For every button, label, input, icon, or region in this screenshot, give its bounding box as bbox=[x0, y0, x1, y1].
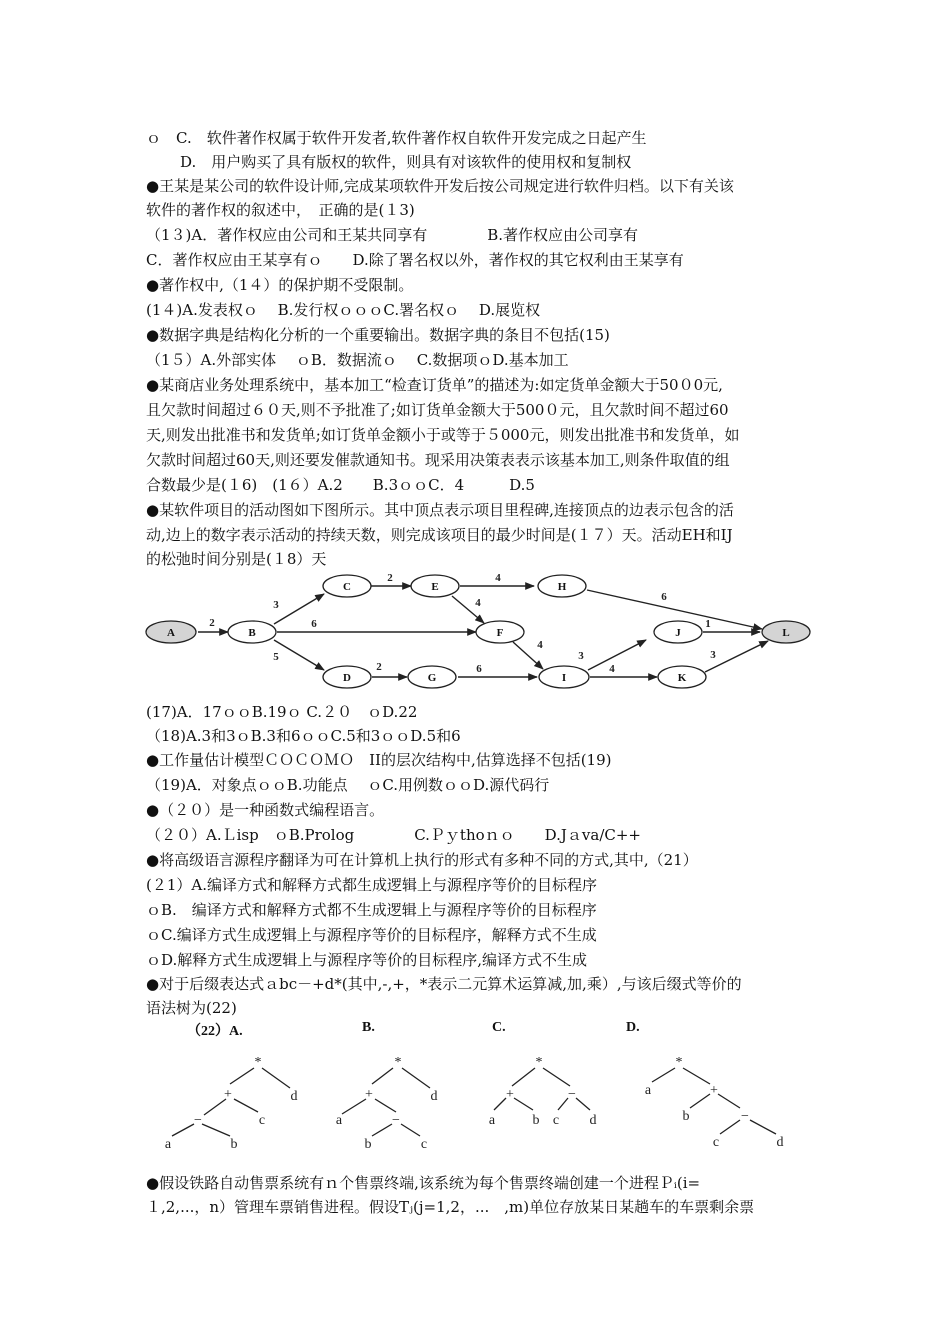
tree-a-b: b bbox=[230, 1137, 238, 1152]
tree-b-times: * bbox=[394, 1055, 402, 1070]
question-16-stem-2: 且欠款时间超过６０天,则不予批准了;如订货单金额大于500０元，且欠款时间不超过60 bbox=[146, 401, 729, 419]
tree-a-minus: − bbox=[194, 1113, 202, 1128]
question-20-options: （２０）A.Ｌisp ｏB.Prolog C.Ｐｙthoｎｏ D.Jａva/C++ bbox=[146, 826, 642, 844]
node-a: A bbox=[167, 627, 175, 639]
question-19-options: （19)A．对象点ｏｏB.功能点 ｏC.用例数ｏｏD.源代码行 bbox=[146, 776, 550, 794]
tree-a-c: c bbox=[258, 1113, 266, 1128]
edge-weight-eh: 4 bbox=[495, 572, 501, 584]
tree-d-a: a bbox=[644, 1083, 652, 1098]
edge-weight-ce: 2 bbox=[387, 572, 393, 584]
question-15-stem: ●数据字典是结构化分析的一个重要输出。数据字典的条目不包括(15) bbox=[146, 326, 610, 344]
question-16-stem: ●某商店业务处理系统中，基本加工“检查订货单”的描述为:如定货单金额大于50０0元, bbox=[146, 376, 723, 394]
question-17-stem: ●某软件项目的活动图如下图所示。其中顶点表示项目里程碑,连接顶点的边表示包含的活 bbox=[146, 501, 734, 519]
tree-b-a: a bbox=[335, 1113, 343, 1128]
tree-label-c: C. bbox=[492, 1020, 506, 1035]
edge-weight-dg: 2 bbox=[376, 661, 382, 673]
activity-graph bbox=[140, 568, 820, 696]
node-l: L bbox=[782, 627, 790, 639]
question-15-options: （1５）A.外部实体 ｏB．数据流ｏ C.数据项ｏD.基本加工 bbox=[146, 351, 569, 369]
edge-weight-ij: 3 bbox=[578, 650, 584, 662]
node-d: D bbox=[343, 672, 351, 684]
question-13-options-ab: （1３)A．著作权应由公司和王某共同享有 B.著作权应由公司享有 bbox=[146, 226, 639, 244]
tree-d-d: d bbox=[776, 1135, 784, 1150]
text-line-d: D. 用户购买了具有版权的软件，则具有对该软件的使用权和复制权 bbox=[180, 153, 632, 171]
tree-b-b: b bbox=[364, 1137, 372, 1152]
question-19-stem: ●工作量估计模型ＣＯＣＯＭＯ II的层次结构中,估算选择不包括(19) bbox=[146, 751, 612, 769]
edge-weight-ab: 2 bbox=[209, 617, 215, 629]
edge-weight-fi: 4 bbox=[537, 639, 543, 651]
tree-c-times: * bbox=[535, 1055, 543, 1070]
node-k: K bbox=[677, 672, 687, 684]
edge-weight-hl: 6 bbox=[661, 591, 667, 603]
question-20-stem: ●（２０）是一种函数式编程语言。 bbox=[146, 801, 385, 819]
node-c: C bbox=[343, 581, 351, 593]
question-21-option-a: (２1）A.编译方式和解释方式都生成逻辑上与源程序等价的目标程序 bbox=[146, 876, 597, 894]
question-22-stem: ●对于后缀表达式ａbc－+d*(其中,-,+，*表示二元算术运算减,加,乘）,与该后缀式等价的 bbox=[146, 975, 742, 993]
tree-c-a: a bbox=[488, 1113, 496, 1128]
tree-label-d: D. bbox=[626, 1020, 640, 1035]
question-13-stem: ●王某是某公司的软件设计师,完成某项软件开发后按公司规定进行软件归档。以下有关该 bbox=[146, 177, 734, 195]
edge-weight-jl: 1 bbox=[705, 618, 711, 630]
tree-b-d: d bbox=[430, 1089, 438, 1104]
node-e: E bbox=[431, 581, 439, 593]
question-14-options: (1４)A.发表权ｏ B.发行权ｏｏｏC.署名权ｏ D.展览权 bbox=[146, 301, 541, 319]
question-16-stem-3: 天,则发出批准书和发货单;如订货单金额小于或等于５000元，则发出批准书和发货单，如 bbox=[146, 426, 740, 444]
edge-weight-gi: 6 bbox=[476, 663, 482, 675]
question-13-options-cd: C．著作权应由王某享有ｏ D.除了署名权以外，著作权的其它权利由王某享有 bbox=[146, 251, 684, 269]
syntax-trees bbox=[150, 1052, 810, 1152]
tree-a-a: a bbox=[164, 1137, 172, 1152]
question-22-stem-2: 语法树为(22) bbox=[146, 999, 237, 1017]
tree-b-plus: + bbox=[365, 1087, 373, 1102]
question-21-option-c: ｏC.编译方式生成逻辑上与源程序等价的目标程序，解释方式不生成 bbox=[146, 926, 597, 944]
question-17-options: (17)A．17ｏｏB.19ｏ C.２０ ｏD.22 bbox=[146, 703, 418, 721]
tree-a-d: d bbox=[290, 1089, 298, 1104]
question-21-option-b: ｏB. 编译方式和解释方式都不生成逻辑上与源程序等价的目标程序 bbox=[146, 901, 597, 919]
tree-a-plus: + bbox=[224, 1087, 232, 1102]
tree-d-b: b bbox=[682, 1109, 690, 1124]
text-line-c: ｏ C. 软件著作权属于软件开发者,软件著作权自软件开发完成之日起产生 bbox=[146, 129, 647, 147]
tree-c-d: d bbox=[589, 1113, 597, 1128]
question-14-stem: ●著作权中,（1４）的保护期不受限制。 bbox=[146, 276, 414, 294]
question-23-stem-2: １,2,...，n）管理车票销售进程。假设Tⱼ(j=1,2，... ,m)单位存放某日某趟车的车票剩余票 bbox=[146, 1198, 755, 1216]
graph-edge-weights bbox=[209, 572, 716, 675]
tree-d-plus: + bbox=[710, 1083, 718, 1098]
node-f: F bbox=[496, 627, 504, 639]
edge-weight-bd: 5 bbox=[273, 651, 279, 663]
tree-b-minus: − bbox=[392, 1113, 400, 1128]
tree-c-c: c bbox=[552, 1113, 560, 1128]
tree-label-a: （22）A. bbox=[187, 1024, 243, 1039]
node-h: H bbox=[557, 581, 567, 593]
edge-weight-ef: 4 bbox=[475, 597, 481, 609]
node-b: B bbox=[248, 627, 256, 639]
node-i: I bbox=[561, 672, 567, 684]
tree-d-c: c bbox=[712, 1135, 720, 1150]
edge-weight-ik: 4 bbox=[609, 663, 615, 675]
tree-d-times: * bbox=[675, 1055, 683, 1070]
tree-a-times: * bbox=[254, 1055, 262, 1070]
tree-c-b: b bbox=[532, 1113, 540, 1128]
node-j: J bbox=[675, 627, 681, 639]
question-21-stem: ●将高级语言源程序翻译为可在计算机上执行的形式有多种不同的方式,其中,（21） bbox=[146, 851, 698, 869]
question-23-stem: ●假设铁路自动售票系统有ｎ个售票终端,该系统为每个售票终端创建一个进程Ｐᵢ(i= bbox=[146, 1174, 701, 1192]
tree-c-plus: + bbox=[506, 1087, 514, 1102]
tree-label-b: B. bbox=[362, 1020, 375, 1035]
tree-c-minus: − bbox=[568, 1087, 576, 1102]
question-17-stem-3: 的松弛时间分别是(１8）天 bbox=[146, 550, 327, 568]
question-16-stem-4: 欠款时间超过60天,则还要发催款通知书。现采用决策表表示该基本加工,则条件取值的组 bbox=[146, 451, 730, 469]
node-g: G bbox=[427, 672, 437, 684]
tree-b-c: c bbox=[420, 1137, 428, 1152]
edge-weight-bc: 3 bbox=[273, 599, 279, 611]
tree-d-minus: − bbox=[741, 1109, 749, 1124]
question-16-options: 合数最少是(１6) (1６）A.2 B.3ｏｏC．4 D.5 bbox=[146, 476, 535, 494]
question-21-option-d: ｏD.解释方式生成逻辑上与源程序等价的目标程序,编译方式不生成 bbox=[146, 951, 588, 969]
edge-weight-kl: 3 bbox=[710, 649, 716, 661]
question-18-options: （18)A.3和3ｏB.3和6ｏｏC.5和3ｏｏD.5和6 bbox=[146, 727, 461, 745]
question-13-stem-cont: 软件的著作权的叙述中， 正确的是(１3) bbox=[146, 201, 415, 219]
edge-weight-bf: 6 bbox=[311, 618, 317, 630]
question-17-stem-2: 动,边上的数字表示活动的持续天数，则完成该项目的最少时间是(１７）天。活动EH和IJ bbox=[146, 526, 733, 544]
